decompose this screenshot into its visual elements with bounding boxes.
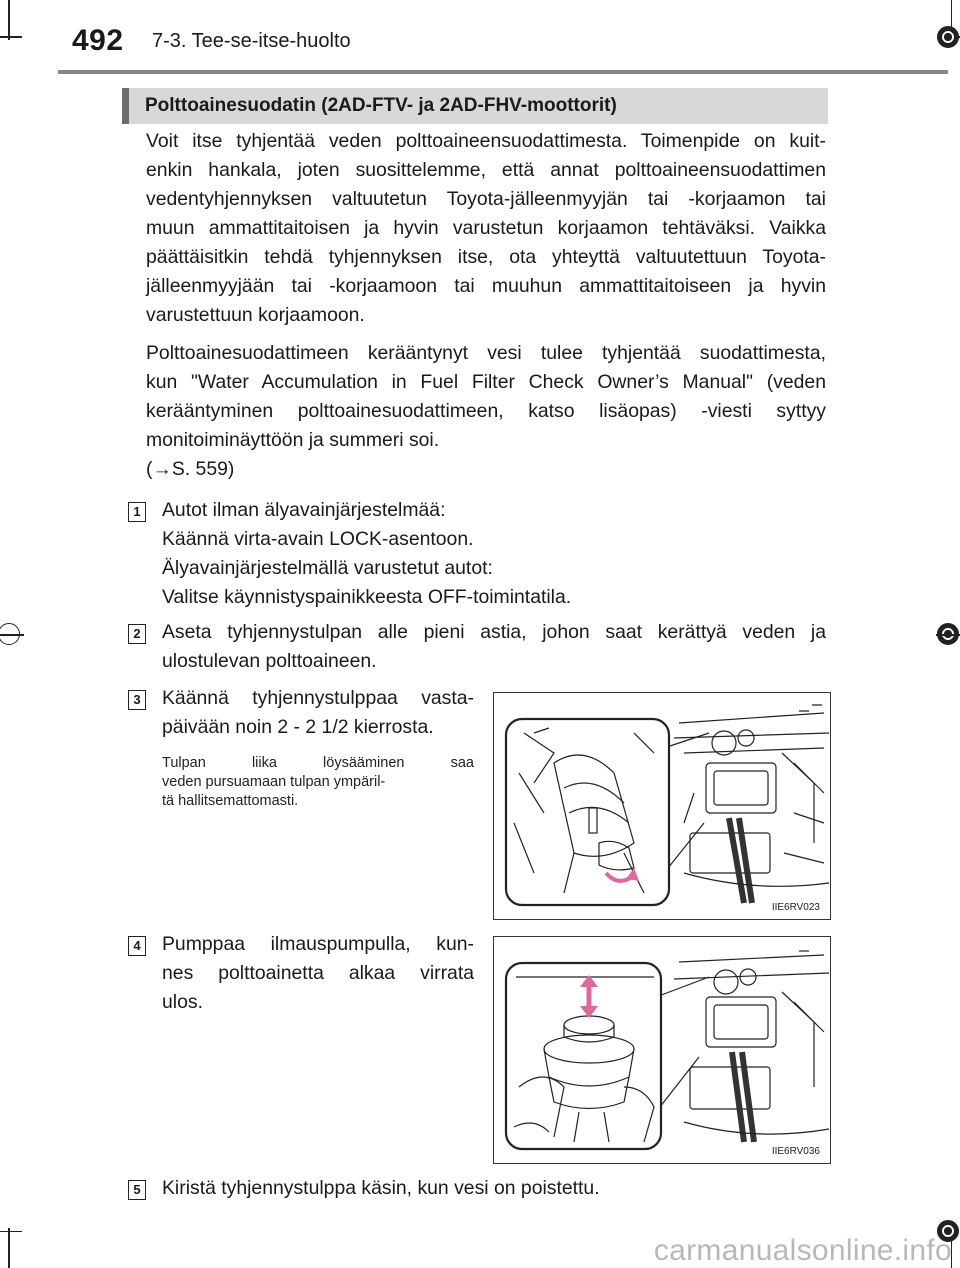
figure-priming-pump bbox=[493, 936, 831, 1164]
text-line: veden pursuamaan tulpan ympäril- bbox=[162, 774, 386, 790]
intro-paragraph-2 bbox=[146, 339, 826, 484]
text-line: ulos. bbox=[162, 991, 203, 1013]
watermark: carmanualsonline.info bbox=[653, 1234, 952, 1267]
text-line: enkin hankala, joten suosittelemme, että annat polttoaineensuodattimen bbox=[146, 159, 826, 181]
step-2-text bbox=[162, 618, 826, 676]
text-line: Valitse käynnistyspainikkeesta OFF-toimintatila. bbox=[162, 586, 572, 608]
text-line: kun "Water Accumulation in Fuel Filter Check Owner’s Manual" (veden bbox=[146, 371, 826, 393]
registration-mark-icon bbox=[937, 26, 959, 48]
step-number-5: 5 bbox=[128, 1180, 146, 1200]
step-number-3: 3 bbox=[128, 690, 146, 710]
text-line: ulostulevan polttoaineen. bbox=[162, 650, 377, 672]
step-number-2: 2 bbox=[128, 624, 146, 644]
figure-drain-plug bbox=[493, 692, 831, 920]
text-line: kerääntyminen polttoainesuodattimeen, katso lisäopas) -viesti syttyy bbox=[146, 400, 826, 422]
text-line: Kiristä tyhjennystulppa käsin, kun vesi on poistettu. bbox=[162, 1177, 600, 1199]
section-heading-box bbox=[122, 88, 828, 124]
chapter-title: 7-3. Tee-se-itse-huolto bbox=[152, 30, 351, 52]
text-line: Polttoainesuodattimeen kerääntynyt vesi tulee tyhjentää suodattimesta, bbox=[146, 342, 826, 364]
text-line: Aseta tyhjennystulpan alle pieni astia, johon saat kerättyä veden ja bbox=[162, 621, 826, 643]
step-3-text bbox=[162, 684, 474, 742]
text-line: Tulpan liika löysääminen saa bbox=[162, 755, 474, 771]
text-line: nes polttoainetta alkaa virrata bbox=[162, 962, 474, 984]
text-line: muun ammattitaitoisen ja hyvin varustetun korjaamon tehtäväksi. Vaikka bbox=[146, 217, 826, 239]
text-line: monitoiminäyttöön ja summeri soi. bbox=[146, 429, 440, 451]
figure-code: IIE6RV036 bbox=[771, 1146, 820, 1157]
engine-illustration bbox=[494, 693, 831, 920]
step-number-1: 1 bbox=[128, 502, 146, 522]
text-line: päivään noin 2 - 2 1/2 kierrosta. bbox=[162, 716, 434, 738]
text-line: Autot ilman älyavainjärjestelmää: bbox=[162, 499, 446, 521]
section-title: Polttoainesuodatin (2AD-FTV- ja 2AD-FHV-moottorit) bbox=[145, 95, 617, 116]
text-line: Käännä tyhjennystulppaa vasta- bbox=[162, 687, 474, 709]
page-reference: (→S. 559) bbox=[146, 458, 235, 480]
text-line: varustettuun korjaamoon. bbox=[146, 304, 365, 326]
header-rule bbox=[58, 70, 948, 74]
text-line: Käännä virta-avain LOCK-asentoon. bbox=[162, 528, 474, 550]
step-5-text bbox=[162, 1174, 600, 1203]
step-3-note bbox=[162, 754, 474, 811]
text-line: päättäisitkin tehdä tyhjennyksen itse, ota yhteyttä valtuutettuun Toyota- bbox=[146, 246, 826, 268]
text-line: vedentyhjennyksen valtuutetun Toyota-jälleenmyyjän tai -korjaamon tai bbox=[146, 188, 826, 210]
text-line: tä hallitsemattomasti. bbox=[162, 793, 299, 809]
intro-paragraph-1 bbox=[146, 127, 826, 330]
text-line: jälleenmyyjään tai -korjaamoon tai muuhun ammattitaitoiseen ja hyvin bbox=[146, 275, 826, 297]
text-line: Pumppaa ilmauspumpulla, kun- bbox=[162, 933, 474, 955]
step-4-text bbox=[162, 930, 474, 1017]
page-number: 492 bbox=[72, 24, 124, 57]
step-number-4: 4 bbox=[128, 936, 146, 956]
step-1-text bbox=[162, 496, 571, 612]
text-line: Voit itse tyhjentää veden polttoaineensuodattimesta. Toimenpide on kuit- bbox=[146, 130, 826, 152]
engine-illustration bbox=[494, 937, 831, 1164]
text-line: Älyavainjärjestelmällä varustetut autot: bbox=[162, 557, 493, 579]
figure-code: IIE6RV023 bbox=[771, 902, 820, 913]
